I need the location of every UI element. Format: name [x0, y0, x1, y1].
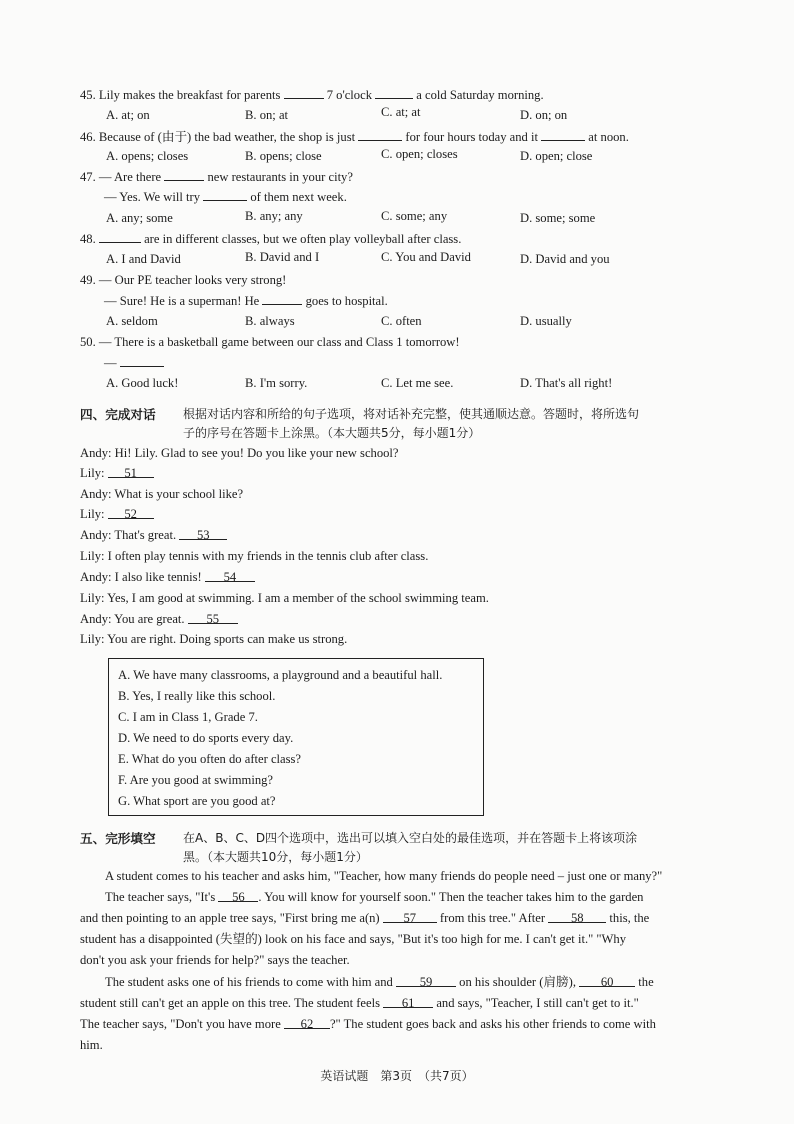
dialogue-line: [80, 445, 399, 462]
answer-blank-53: 53: [179, 527, 227, 540]
passage-line: [80, 995, 639, 1012]
answer-blank-52: 52: [108, 506, 154, 519]
answer-blank-60: 60: [579, 974, 635, 987]
option-c: C. open; closes: [381, 147, 458, 161]
question-text: for four hours today and it: [405, 130, 542, 144]
choice-d: D. We need to do sports every day.: [118, 731, 294, 745]
dialogue-text: Lily:: [80, 507, 108, 521]
dialogue-text: Andy: What is your school like?: [80, 487, 244, 501]
question-text: goes to hospital.: [305, 294, 388, 308]
passage-line: A student comes to his teacher and asks him, "Teacher, how many friends do people need – just one or many?": [105, 869, 663, 883]
passage-line: [105, 974, 654, 991]
question-number: 49.: [80, 273, 96, 287]
dialogue-text: Andy: You are great.: [80, 612, 188, 626]
option-b: B. David and I: [245, 250, 320, 264]
question-45: [80, 86, 544, 104]
question-text: Lily makes the breakfast for parents: [98, 88, 284, 102]
choice-g: G. What sport are you good at?: [118, 794, 276, 808]
section-4-title: 四、完成对话: [80, 407, 156, 422]
question-48: [80, 230, 461, 248]
question-number: 45.: [80, 88, 96, 102]
choice-b: B. Yes, I really like this school.: [118, 689, 276, 703]
option-a: A. seldom: [106, 314, 158, 328]
option-c: C. Let me see.: [381, 376, 454, 390]
answer-blank: [262, 292, 302, 305]
question-text: — Our PE teacher looks very strong!: [98, 273, 287, 287]
dialogue-text: Lily: Yes, I am good at swimming. I am a member of the school swimming team.: [80, 591, 489, 605]
dialogue-line: [80, 465, 154, 482]
answer-blank: [541, 128, 585, 141]
question-text: are in different classes, but we often play volleyball after class.: [144, 232, 462, 246]
option-d: D. That's all right!: [520, 376, 613, 390]
question-47: [80, 168, 353, 186]
passage-line: him.: [80, 1038, 103, 1052]
question-text: new restaurants in your city?: [207, 170, 353, 184]
option-b: B. on; at: [245, 108, 289, 122]
question-46: [80, 128, 629, 146]
passage-text: this, the: [606, 911, 650, 925]
dialogue-text: Andy: That's great.: [80, 528, 180, 542]
answer-blank-61: 61: [383, 995, 433, 1008]
option-a: A. opens; closes: [106, 149, 189, 163]
passage-text: The student asks one of his friends to come with him and: [105, 975, 397, 989]
passage-line: student has a disappointed (失望的) look on his face and says, "But it's too high for me. I can't get it." "Why: [80, 932, 627, 946]
passage-text: . You will know for yourself soon." Then the teacher takes him to the garden: [258, 890, 644, 904]
question-text: — Yes. We will try: [104, 190, 204, 204]
option-a: A. any; some: [106, 211, 173, 225]
dialogue-text: Lily: You are right. Doing sports can make us strong.: [80, 632, 348, 646]
option-c: C. You and David: [381, 250, 471, 264]
question-49-reply: [104, 292, 388, 310]
dialogue-line: [80, 506, 154, 523]
answer-blank: [284, 86, 324, 99]
answer-blank-57: 57: [383, 910, 437, 923]
passage-text: on his shoulder (肩膀),: [456, 975, 580, 989]
question-49: [80, 272, 286, 289]
answer-blank-54: 54: [205, 569, 255, 582]
option-c: C. at; at: [381, 105, 421, 119]
question-text: — Sure! He is a superman! He: [104, 294, 263, 308]
answer-blank-56: 56: [218, 889, 258, 902]
passage-text: the: [635, 975, 654, 989]
option-a: A. I and David: [106, 252, 181, 266]
answer-blank-51: 51: [108, 465, 154, 478]
question-text: — Are there: [98, 170, 165, 184]
answer-blank-58: 58: [548, 910, 606, 923]
option-d: D. some; some: [520, 211, 596, 225]
page-footer: 英语试题 第3页 （共7页）: [320, 1069, 474, 1083]
dialogue-text: Andy: Hi! Lily. Glad to see you! Do you like your new school?: [80, 446, 399, 460]
question-47-reply: [104, 188, 347, 206]
option-c: C. often: [381, 314, 422, 328]
option-c: C. some; any: [381, 209, 448, 223]
answer-blank: [164, 168, 204, 181]
section-4-instruction: 子的序号在答题卡上涂黑。（本大题共5分，每小题1分）: [183, 426, 481, 440]
answer-blank: [358, 128, 402, 141]
option-d: D. on; on: [520, 108, 568, 122]
option-b: B. I'm sorry.: [245, 376, 308, 390]
option-b: B. always: [245, 314, 295, 328]
passage-text: and then pointing to an apple tree says, "First bring me a(n): [80, 911, 383, 925]
question-number: 47.: [80, 170, 96, 184]
passage-text: The teacher says, "It's: [105, 890, 219, 904]
question-number: 50.: [80, 335, 96, 349]
answer-blank-59: 59: [396, 974, 456, 987]
choices-box: [108, 658, 484, 816]
dialogue-text: Lily: I often play tennis with my friends in the tennis club after class.: [80, 549, 429, 563]
option-d: D. usually: [520, 314, 572, 328]
question-text: Because of (由于) the bad weather, the shop is just: [98, 130, 359, 144]
dialogue-line: [80, 486, 243, 503]
section-5-instruction: 黑。（本大题共10分，每小题1分）: [183, 850, 368, 864]
choice-e: E. What do you often do after class?: [118, 752, 302, 766]
option-a: A. at; on: [106, 108, 150, 122]
section-4-instruction: 根据对话内容和所给的句子选项，将对话补充完整，使其通顺达意。答题时，将所选句: [183, 407, 640, 421]
question-50-reply: [104, 354, 164, 372]
dialogue-text: Andy: I also like tennis!: [80, 570, 205, 584]
option-d: D. open; close: [520, 149, 593, 163]
question-number: 46.: [80, 130, 96, 144]
option-b: B. any; any: [245, 209, 303, 223]
answer-blank: [203, 188, 247, 201]
answer-blank: [99, 230, 141, 243]
question-number: 48.: [80, 232, 96, 246]
choice-f: F. Are you good at swimming?: [118, 773, 274, 787]
question-text: a cold Saturday morning.: [416, 88, 544, 102]
answer-blank: [375, 86, 413, 99]
dialogue-line: [80, 527, 227, 544]
answer-blank: [120, 354, 164, 367]
section-5-title: 五、完形填空: [80, 831, 156, 846]
passage-text: from this tree." After: [436, 911, 549, 925]
passage-line: don't you ask your friends for help?" says the teacher.: [80, 953, 350, 967]
passage-line: [80, 910, 649, 927]
answer-blank-62: 62: [284, 1016, 330, 1029]
passage-text: ?" The student goes back and asks his other friends to come with: [329, 1017, 656, 1031]
dialogue-text: Lily:: [80, 466, 108, 480]
question-text: 7 o'clock: [326, 88, 376, 102]
passage-line: [105, 889, 643, 906]
dialogue-line: [80, 548, 428, 565]
passage-text: The teacher says, "Don't you have more: [80, 1017, 284, 1031]
choice-c: C. I am in Class 1, Grade 7.: [118, 710, 258, 724]
option-b: B. opens; close: [245, 149, 322, 163]
choice-a: A. We have many classrooms, a playground and a beautiful hall.: [118, 668, 443, 682]
question-text: — There is a basketball game between our class and Class 1 tomorrow!: [98, 335, 460, 349]
dialogue-line: [80, 631, 347, 648]
question-text: at noon.: [588, 130, 629, 144]
question-text: —: [104, 356, 117, 370]
passage-line: [80, 1016, 656, 1033]
question-text: of them next week.: [250, 190, 347, 204]
dialogue-line: [80, 611, 238, 628]
section-5-instruction: 在A、B、C、D四个选项中，选出可以填入空白处的最佳选项，并在答题卡上将该项涂: [183, 831, 638, 845]
answer-blank-55: 55: [188, 611, 238, 624]
passage-text: and says, "Teacher, I still can't get to it.": [433, 996, 639, 1010]
option-d: D. David and you: [520, 252, 610, 266]
dialogue-line: [80, 590, 489, 607]
option-a: A. Good luck!: [106, 376, 179, 390]
dialogue-line: [80, 569, 255, 586]
question-50: [80, 334, 460, 351]
passage-text: student still can't get an apple on this tree. The student feels: [80, 996, 384, 1010]
